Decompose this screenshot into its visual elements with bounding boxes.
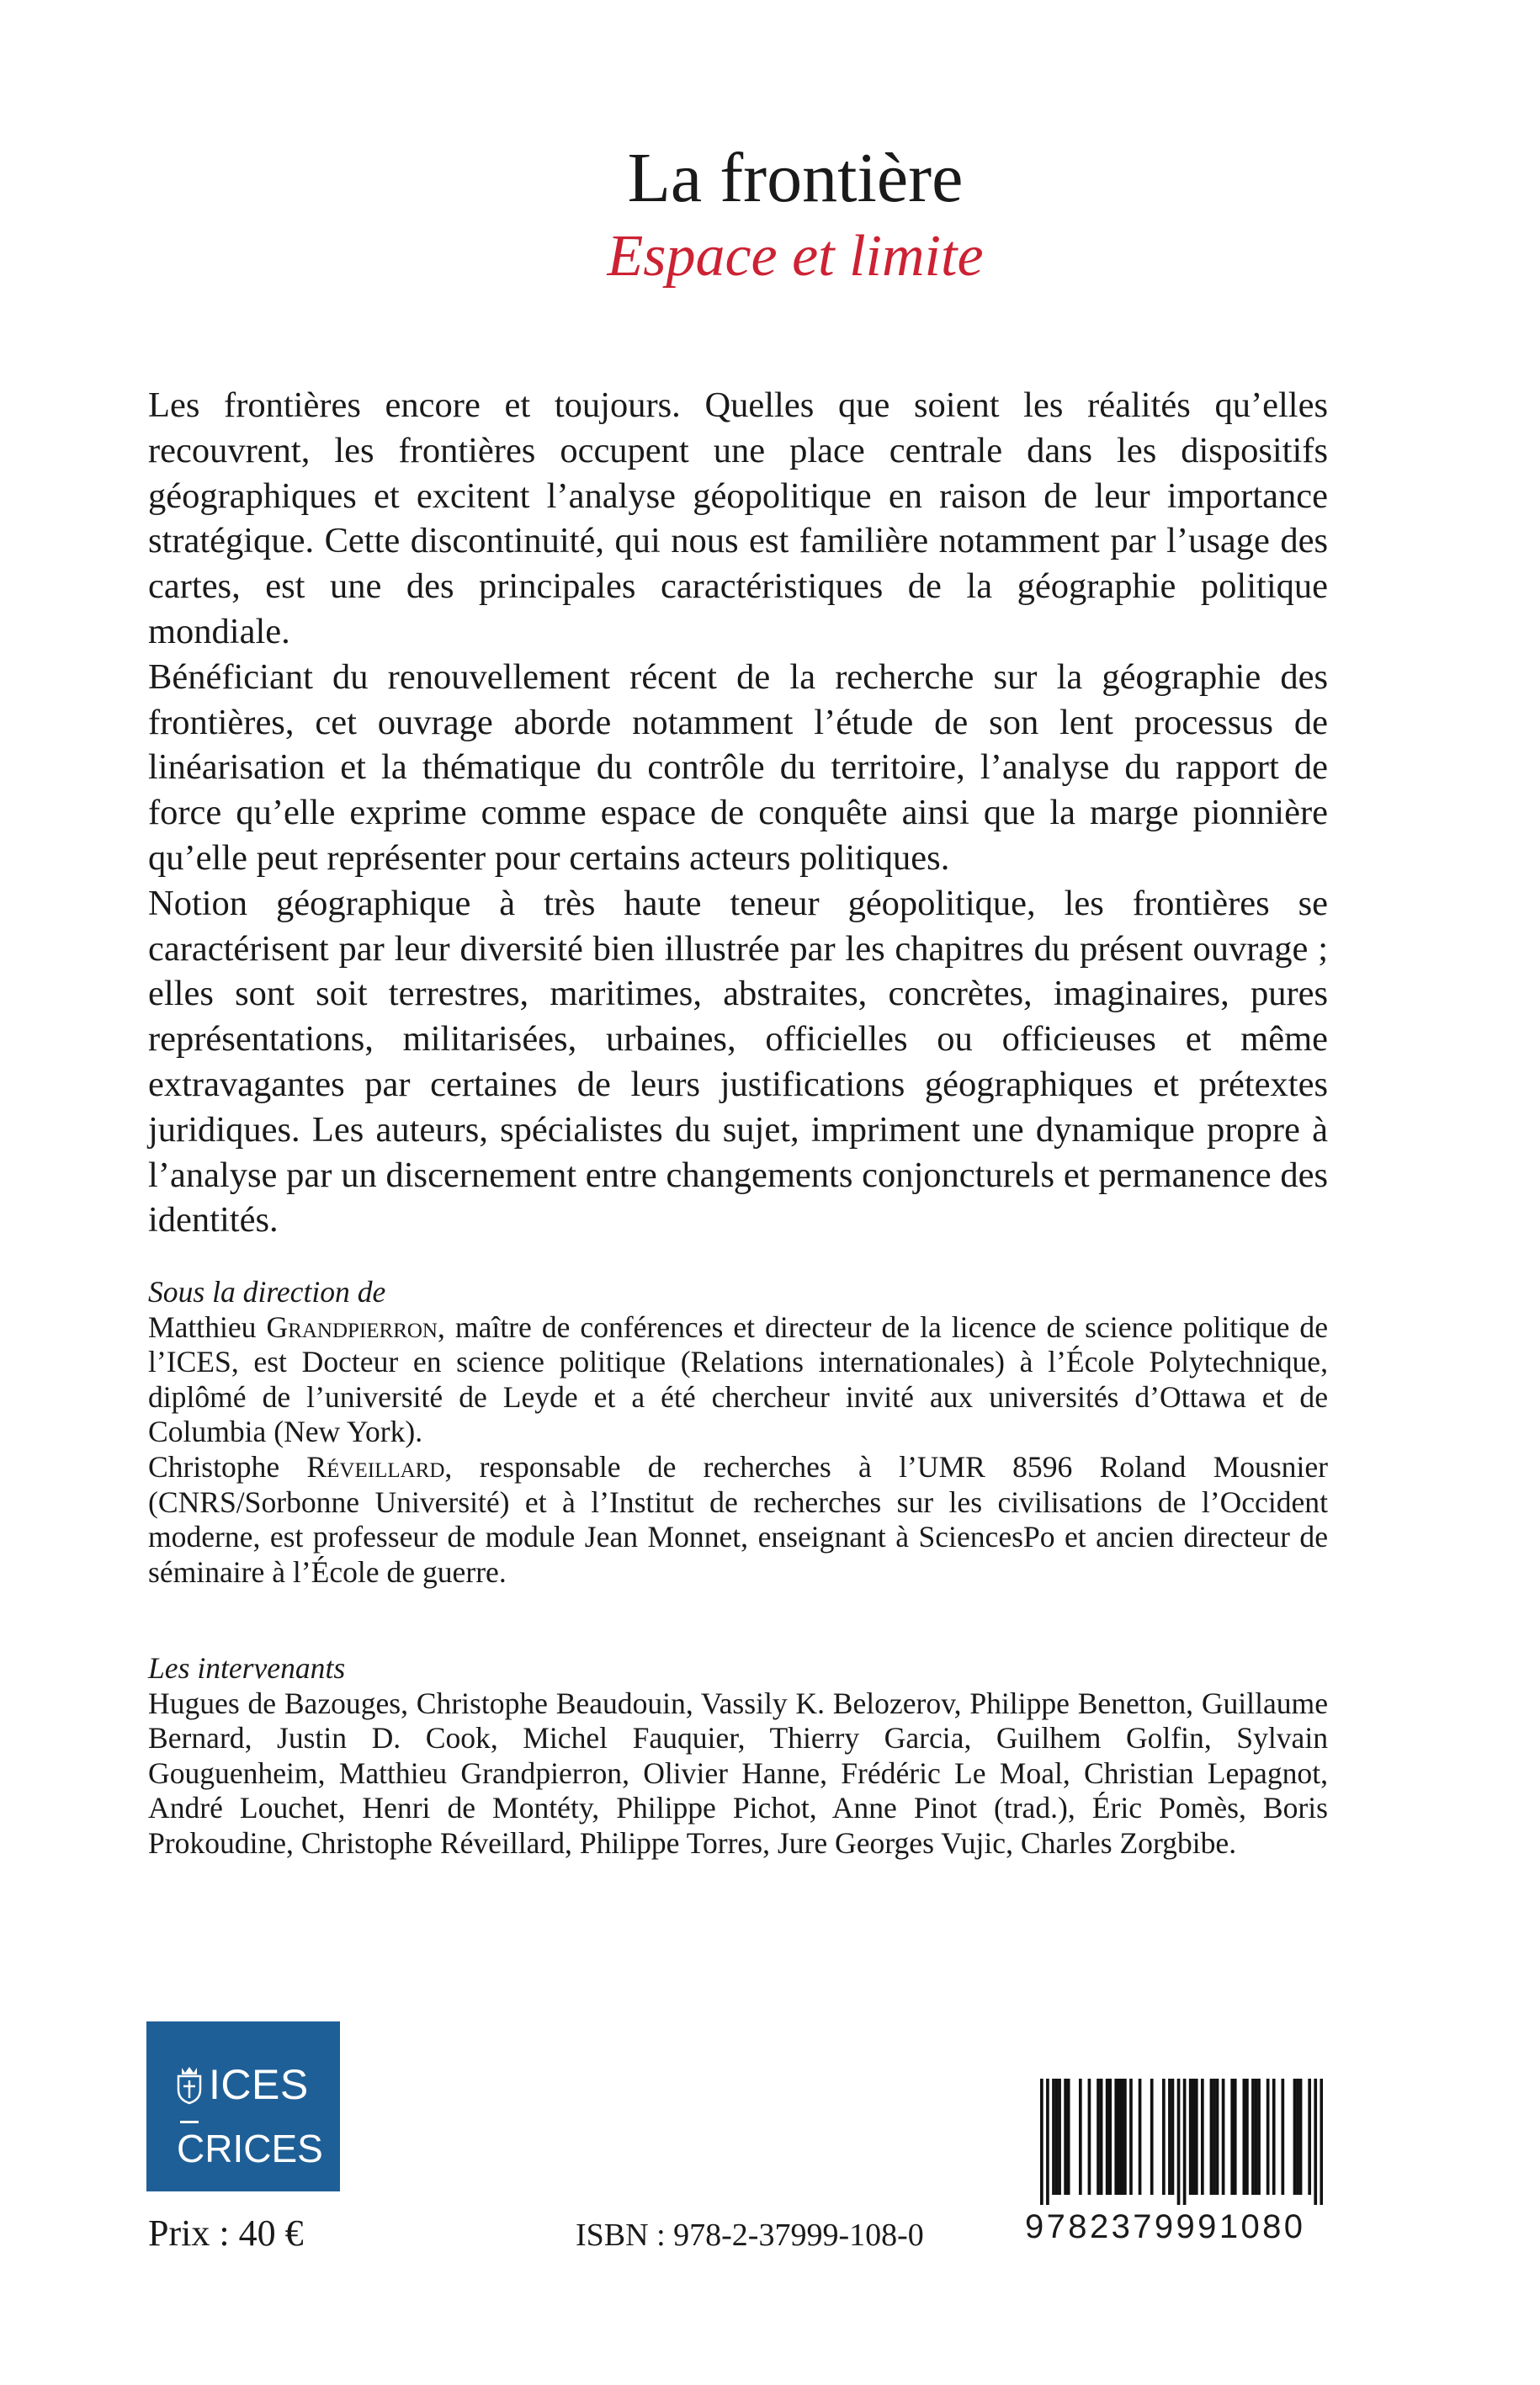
barcode-bar: [1088, 2079, 1091, 2195]
barcode-bar: [1171, 2079, 1175, 2195]
barcode-bar: [1245, 2079, 1249, 2195]
barcode-bar: [1058, 2079, 1061, 2195]
speakers-heading: Les intervenants: [148, 1651, 346, 1685]
logo-divider: [180, 2121, 199, 2123]
barcode-bar: [1123, 2079, 1127, 2195]
barcode-bar: [1192, 2079, 1195, 2195]
barcode-bar: [1314, 2079, 1317, 2205]
price: Prix : 40 €: [148, 2212, 304, 2254]
barcode-bar: [1168, 2079, 1171, 2195]
barcode-bar: [1201, 2079, 1204, 2195]
barcode-bar: [1222, 2079, 1225, 2195]
barcode-bar: [1195, 2079, 1198, 2195]
publisher-logo: [146, 2021, 340, 2191]
logo-top-row: [175, 2061, 309, 2108]
book-subtitle: Espace et limite: [607, 224, 984, 289]
barcode-bar: [1055, 2079, 1059, 2195]
director-1: [148, 1310, 1328, 1450]
blurb-paragraph-1: Les frontières encore et toujours. Quelles que soient les réalités qu’elles recouvrent, les frontières occupent une place centrale dans les dispositifs géographiques et excitent l’analyse géopolitique en raison de leur importance stratégique. Cette discontinuité, qui nous est familière notamment par l’usage des cartes, est une des principales caractéristiques de la géographie politique mondiale.: [148, 385, 1328, 651]
speakers-list: Hugues de Bazouges, Christophe Beaudouin, Vassily K. Belozerov, Philippe Benetton, Guillaume Bernard, Justin D. Cook, Michel Fauquier, Thierry Garcia, Guilhem Golfin, Sylvain Gouguenheim, Matthieu Grandpierron, Olivier Hanne, Frédéric Le Moal, Christian Lepagnot, André Louchet, Henri de Montéty, Philippe Pichot, Anne Pinot (trad.), Éric Pomès, Boris Prokoudine, Christophe Réveillard, Philippe Torres, Jure Georges Vujic, Charles Zorgbibe.: [148, 1686, 1328, 1860]
barcode-bar: [1243, 2079, 1246, 2195]
barcode-bar: [1064, 2079, 1067, 2195]
barcode-bar: [1213, 2079, 1216, 2195]
barcode-bar: [1183, 2079, 1187, 2205]
barcode-bar: [1257, 2079, 1261, 2195]
barcode-bar: [1296, 2079, 1299, 2195]
barcode-bar: [1097, 2079, 1100, 2195]
blurb-paragraph-3: Notion géographique à très haute teneur géopolitique, les frontières se caractérisent par leur diversité bien illustrée par les chapitres du présent ouvrage ; elles sont soit terrestres, maritimes, abstraites, concrètes, imaginaires, pures représentations, militarisées, urbaines, officielles ou officieuses et même extravagantes par certaines de leurs justifications géographiques et prétextes juridiques. Les auteurs, spécialistes du sujet, impriment une dynamique propre à l’analyse par un discernement entre changements conjoncturels et permanence des identités.: [148, 883, 1328, 1240]
barcode-digits: 9782379991080: [1025, 2208, 1306, 2245]
barcode-bar: [1216, 2079, 1219, 2195]
barcode-bar: [1040, 2079, 1043, 2205]
barcode-bar: [1120, 2079, 1123, 2195]
blurb-paragraph-2: Bénéficiant du renouvellement récent de la recherche sur la géographie des frontières, cet ouvrage aborde notamment l’étude de son lent processus de linéarisation et la thématique du contrôle du territoire, l’analyse du rapport de force qu’elle exprime comme espace de conquête ainsi que la marge pionnière qu’elle peut représenter pour certains acteurs politiques.: [148, 656, 1328, 878]
director-1-lastname: Grandpierron: [266, 1309, 438, 1344]
director-1-firstname: Matthieu: [148, 1309, 267, 1344]
barcode-bar: [1308, 2079, 1311, 2195]
barcode-bar: [1281, 2079, 1284, 2195]
barcode-bar: [1118, 2079, 1121, 2195]
barcode-bar: [1150, 2079, 1154, 2195]
blurb: [148, 383, 1328, 1243]
barcode-bar: [1272, 2079, 1276, 2195]
direction-heading: Sous la direction de: [148, 1275, 386, 1309]
book-title: La frontière: [627, 139, 964, 217]
barcode-bar: [1079, 2079, 1082, 2195]
crest-icon: [175, 2064, 204, 2105]
barcode-bar: [1234, 2079, 1237, 2195]
barcode-bar: [1067, 2079, 1070, 2195]
logo-ices-text: ICES: [209, 2061, 309, 2108]
direction-section: [148, 1275, 1328, 1590]
barcode-bar: [1046, 2079, 1049, 2205]
barcode-bar: [1189, 2079, 1192, 2195]
barcode-bar: [1299, 2079, 1303, 2195]
barcode-bar: [1052, 2079, 1055, 2195]
barcode-bar: [1210, 2079, 1213, 2195]
barcode-bar: [1129, 2079, 1133, 2195]
barcode-bar: [1139, 2079, 1142, 2195]
director-1-bio: , maître de conférences et directeur de la licence de science politique de l’ICES, est Docteur en science politique (Relations internationales) à l’École Polytechnique, diplômé de l’université de Leyde et a été chercheur invité aux universités d’Ottawa et de Columbia (New York).: [148, 1309, 1328, 1449]
barcode: [1040, 2079, 1323, 2205]
barcode-bar: [1100, 2079, 1103, 2195]
barcode-bar: [1106, 2079, 1109, 2195]
barcode-bar: [1267, 2079, 1270, 2195]
barcode-bar: [1162, 2079, 1166, 2195]
director-2-bio: , responsable de recherches à l’UMR 8596 Roland Mousnier (CNRS/Sorbonne Université) et à l’Institut de recherches sur les civilisations de l’Occident moderne, est professeur de module Jean Monnet, enseignant à SciencesPo et ancien directeur de séminaire à l’École de guerre.: [148, 1449, 1328, 1589]
barcode-bar: [1251, 2079, 1255, 2195]
barcode-bar: [1114, 2079, 1118, 2195]
barcode-bar: [1255, 2079, 1258, 2195]
director-2: [148, 1450, 1328, 1590]
barcode-bar: [1230, 2079, 1234, 2195]
speakers-section: [148, 1651, 1328, 1862]
director-2-lastname: Réveillard: [306, 1449, 445, 1484]
barcode-bar: [1108, 2079, 1112, 2195]
barcode-bar: [1320, 2079, 1323, 2205]
isbn: ISBN : 978-2-37999-108-0: [576, 2218, 924, 2253]
logo-crices-text: CRICES: [177, 2127, 323, 2170]
barcode-bar: [1177, 2079, 1181, 2205]
director-2-firstname: Christophe: [148, 1449, 307, 1484]
barcode-bar: [1293, 2079, 1297, 2195]
